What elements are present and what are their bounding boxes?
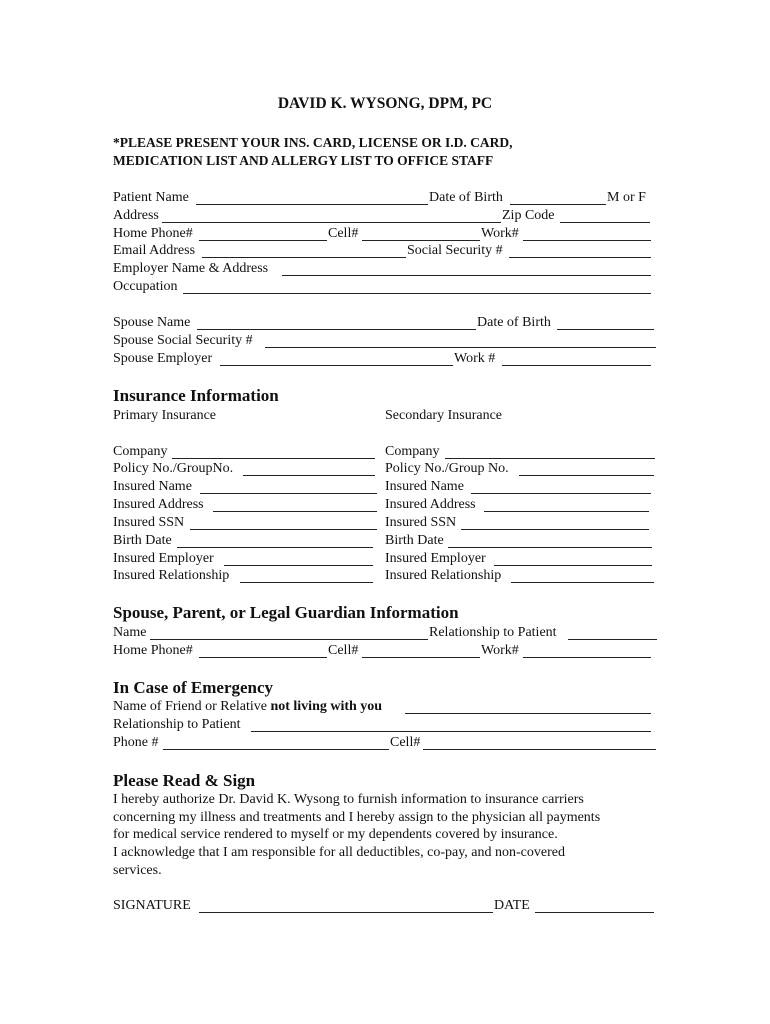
secondary-insured-address-field[interactable]	[484, 497, 649, 512]
guardian-cell-field[interactable]	[362, 643, 480, 658]
emergency-relationship-label: Relationship to Patient	[113, 717, 241, 732]
primary-insured-relationship-label: Insured Relationship	[113, 568, 230, 583]
authorization-line-3: for medical service rendered to myself or my dependents covered by insurance.	[113, 827, 558, 842]
guardian-cell-label: Cell#	[328, 643, 359, 658]
guardian-work-field[interactable]	[523, 643, 651, 658]
zip-label: Zip Code	[502, 208, 555, 223]
patient-dob-field[interactable]	[510, 190, 606, 205]
secondary-insured-name-label: Insured Name	[385, 479, 464, 494]
signature-label: SIGNATURE	[113, 898, 191, 913]
secondary-insurance-label: Secondary Insurance	[385, 408, 503, 423]
secondary-insured-address-label: Insured Address	[385, 497, 476, 512]
practice-title: DAVID K. WYSONG, DPM, PC	[277, 95, 493, 112]
secondary-company-label: Company	[385, 444, 440, 459]
secondary-insured-ssn-label: Insured SSN	[385, 515, 457, 530]
spouse-dob-label: Date of Birth	[477, 315, 551, 330]
guardian-name-label: Name	[113, 625, 147, 640]
emergency-cell-field[interactable]	[423, 735, 656, 750]
secondary-company-field[interactable]	[445, 444, 655, 459]
home-phone-field[interactable]	[199, 226, 327, 241]
work-field[interactable]	[523, 226, 651, 241]
authorization-line-2: concerning my illness and treatments and I hereby assign to the physician all payments	[113, 810, 601, 825]
secondary-birth-date-label: Birth Date	[385, 533, 444, 548]
sign-heading: Please Read & Sign	[113, 771, 256, 790]
secondary-insured-ssn-field[interactable]	[461, 515, 649, 530]
emergency-name-emphasis: not living with you	[270, 699, 383, 714]
cell-label: Cell#	[328, 226, 359, 241]
primary-company-label: Company	[113, 444, 168, 459]
secondary-insured-relationship-label: Insured Relationship	[385, 568, 502, 583]
notice-line-2: MEDICATION LIST AND ALLERGY LIST TO OFFICE STAFF	[113, 153, 494, 168]
secondary-insured-employer-field[interactable]	[494, 551, 652, 566]
authorization-line-1: I hereby authorize Dr. David K. Wysong to furnish information to insurance carriers	[113, 792, 584, 807]
guardian-name-field[interactable]	[150, 625, 428, 640]
primary-insured-employer-field[interactable]	[224, 551, 373, 566]
primary-insured-name-field[interactable]	[200, 479, 377, 494]
occupation-label: Occupation	[113, 279, 178, 294]
guardian-heading: Spouse, Parent, or Legal Guardian Information	[113, 603, 459, 622]
emergency-name-prefix: Name of Friend or Relative	[113, 699, 271, 714]
patient-name-field[interactable]	[196, 190, 428, 205]
secondary-birth-date-field[interactable]	[448, 533, 652, 548]
secondary-insured-relationship-field[interactable]	[511, 568, 654, 583]
emergency-relationship-field[interactable]	[251, 717, 651, 732]
primary-birth-date-field[interactable]	[177, 533, 373, 548]
spouse-ssn-field[interactable]	[265, 333, 656, 348]
acknowledgement-line-1: I acknowledge that I am responsible for all deductibles, co-pay, and non-covered	[113, 845, 565, 860]
spouse-work-label: Work #	[454, 351, 496, 366]
emergency-cell-label: Cell#	[390, 735, 421, 750]
spouse-name-field[interactable]	[197, 315, 476, 330]
primary-policy-field[interactable]	[243, 461, 375, 476]
spouse-work-field[interactable]	[502, 351, 651, 366]
secondary-policy-field[interactable]	[519, 461, 654, 476]
acknowledgement-line-2: services.	[113, 863, 162, 878]
primary-company-field[interactable]	[172, 444, 375, 459]
primary-insured-name-label: Insured Name	[113, 479, 192, 494]
guardian-relationship-label: Relationship to Patient	[429, 625, 557, 640]
spouse-ssn-label: Spouse Social Security #	[113, 333, 253, 348]
email-field[interactable]	[202, 243, 406, 258]
guardian-home-phone-label: Home Phone#	[113, 643, 193, 658]
address-label: Address	[113, 208, 159, 223]
emergency-heading: In Case of Emergency	[113, 678, 274, 697]
work-label: Work#	[481, 226, 519, 241]
home-phone-label: Home Phone#	[113, 226, 193, 241]
notice-line-1: *PLEASE PRESENT YOUR INS. CARD, LICENSE OR I.D. CARD,	[113, 135, 513, 150]
ssn-field[interactable]	[509, 243, 651, 258]
secondary-policy-label: Policy No./Group No.	[385, 461, 509, 476]
zip-field[interactable]	[560, 208, 650, 223]
insurance-heading: Insurance Information	[113, 386, 279, 405]
emergency-phone-field[interactable]	[163, 735, 389, 750]
sex-label: M or F	[607, 190, 646, 205]
primary-insured-relationship-field[interactable]	[240, 568, 373, 583]
employer-field[interactable]	[282, 261, 651, 276]
patient-name-label: Patient Name	[113, 190, 189, 205]
occupation-field[interactable]	[183, 279, 651, 294]
guardian-relationship-field[interactable]	[568, 625, 657, 640]
guardian-work-label: Work#	[481, 643, 519, 658]
cell-field[interactable]	[362, 226, 480, 241]
primary-insured-address-label: Insured Address	[113, 497, 204, 512]
secondary-insured-name-field[interactable]	[471, 479, 651, 494]
primary-insurance-label: Primary Insurance	[113, 408, 217, 423]
primary-birth-date-label: Birth Date	[113, 533, 172, 548]
spouse-dob-field[interactable]	[557, 315, 654, 330]
spouse-name-label: Spouse Name	[113, 315, 191, 330]
date-field[interactable]	[535, 898, 654, 913]
guardian-home-phone-field[interactable]	[199, 643, 327, 658]
emergency-name-label	[113, 699, 382, 715]
employer-label: Employer Name & Address	[113, 261, 269, 276]
primary-insured-address-field[interactable]	[213, 497, 377, 512]
primary-insured-employer-label: Insured Employer	[113, 551, 214, 566]
ssn-label: Social Security #	[407, 243, 503, 258]
spouse-employer-label: Spouse Employer	[113, 351, 213, 366]
patient-dob-label: Date of Birth	[429, 190, 503, 205]
address-field[interactable]	[162, 208, 501, 223]
primary-policy-label: Policy No./GroupNo.	[113, 461, 234, 476]
emergency-phone-label: Phone #	[113, 735, 159, 750]
primary-insured-ssn-field[interactable]	[190, 515, 377, 530]
primary-insured-ssn-label: Insured SSN	[113, 515, 185, 530]
signature-field[interactable]	[199, 898, 493, 913]
emergency-name-field[interactable]	[405, 699, 651, 714]
spouse-employer-field[interactable]	[220, 351, 453, 366]
email-label: Email Address	[113, 243, 196, 258]
secondary-insured-employer-label: Insured Employer	[385, 551, 486, 566]
date-label: DATE	[494, 898, 530, 913]
